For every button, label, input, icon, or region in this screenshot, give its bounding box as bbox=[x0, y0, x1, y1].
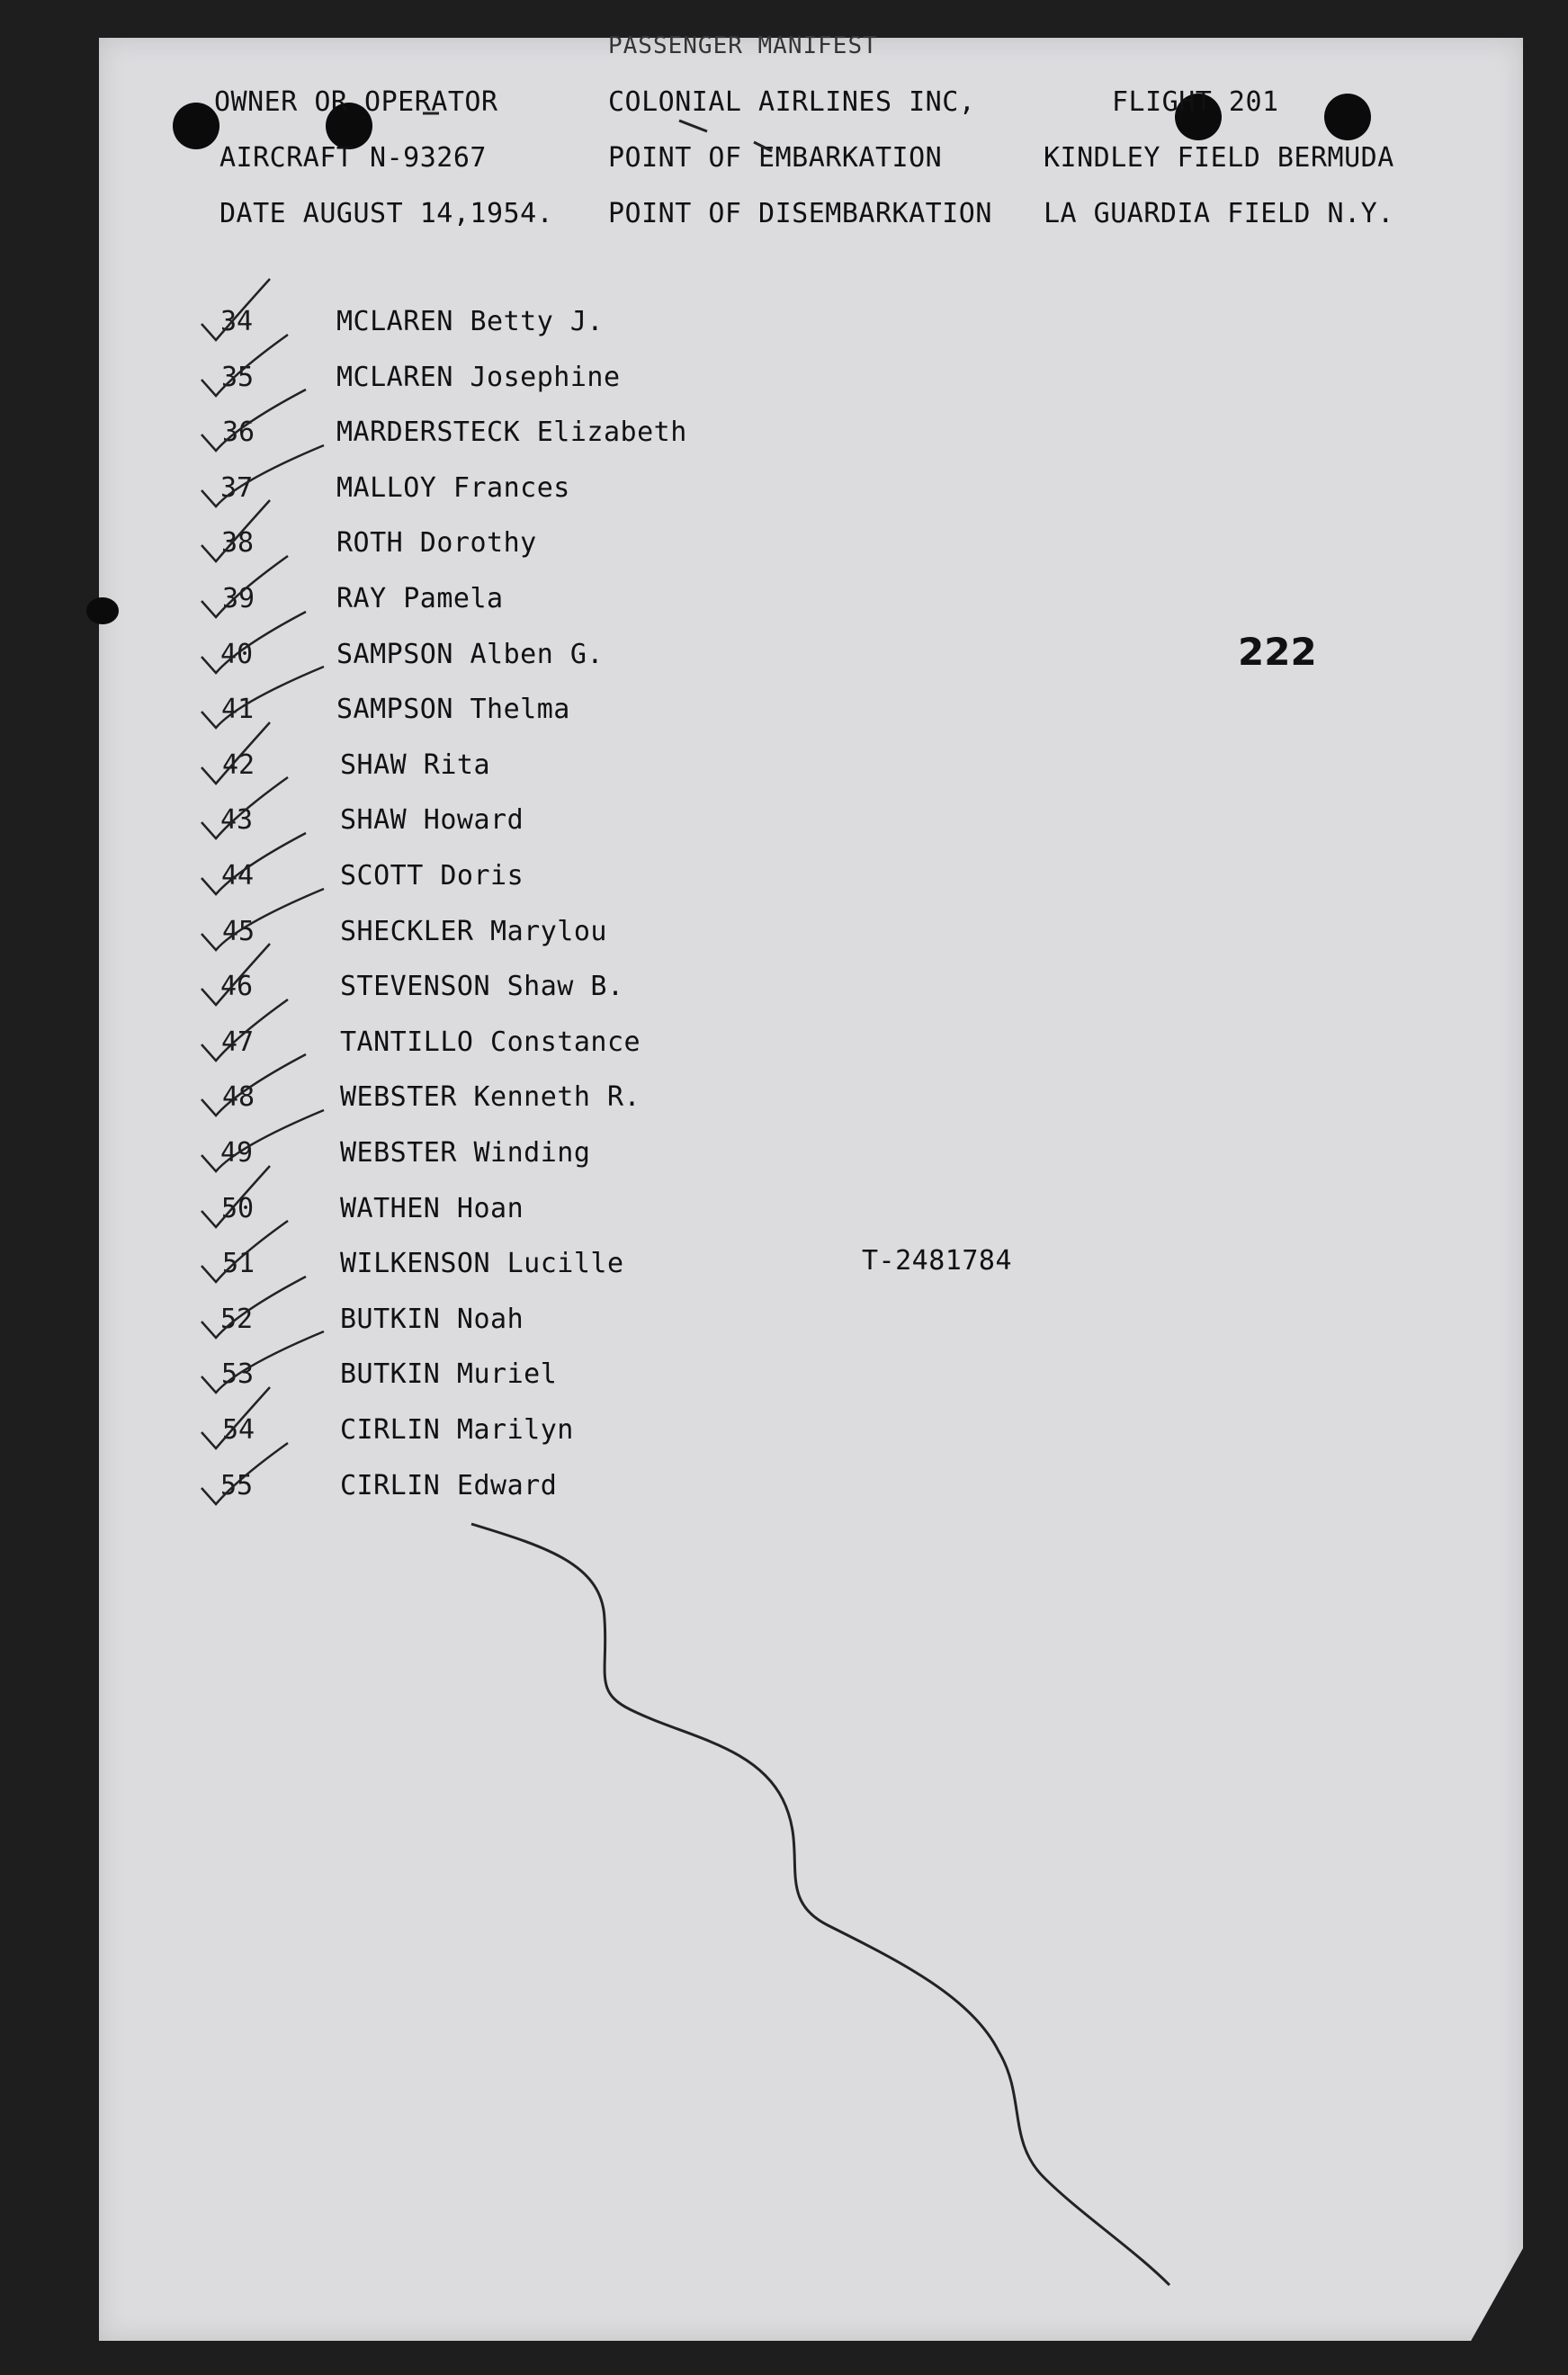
passenger-number: 55 bbox=[220, 1470, 254, 1501]
flight-date: DATE AUGUST 14,1954. bbox=[220, 198, 554, 229]
passenger-name: SHAW Rita bbox=[340, 749, 491, 781]
passenger-name: BUTKIN Noah bbox=[340, 1304, 524, 1335]
passenger-number: 47 bbox=[220, 1026, 255, 1058]
passenger-number: 35 bbox=[220, 362, 255, 393]
passenger-number: 36 bbox=[221, 417, 255, 448]
check-mark bbox=[202, 390, 306, 451]
disembarkation-point: LA GUARDIA FIELD N.Y. bbox=[1044, 198, 1394, 229]
passenger-number: 39 bbox=[221, 583, 255, 614]
check-mark bbox=[202, 944, 270, 1005]
check-mark bbox=[202, 1054, 306, 1116]
passenger-name: WATHEN Hoan bbox=[340, 1193, 524, 1224]
check-mark bbox=[202, 1110, 324, 1171]
check-mark bbox=[202, 335, 288, 396]
passenger-number: 38 bbox=[220, 527, 255, 559]
passenger-name: RAY Pamela bbox=[336, 583, 504, 614]
passenger-number: 54 bbox=[221, 1414, 255, 1446]
check-mark bbox=[202, 279, 270, 340]
check-mark bbox=[202, 1221, 288, 1282]
check-mark bbox=[202, 777, 288, 838]
passenger-name: WEBSTER Winding bbox=[340, 1137, 591, 1169]
passenger-number: 40 bbox=[220, 639, 254, 670]
passenger-name: SCOTT Doris bbox=[340, 860, 524, 892]
disembarkation-label: POINT OF DISEMBARKATION bbox=[608, 198, 992, 229]
check-mark bbox=[202, 1443, 288, 1504]
passenger-name: MARDERSTECK Elizabeth bbox=[336, 417, 687, 448]
passenger-name: MCLAREN Betty J. bbox=[336, 306, 604, 337]
check-mark bbox=[202, 1331, 324, 1393]
check-mark bbox=[202, 722, 270, 784]
manifest-title: PASSENGER MANIFEST bbox=[608, 32, 878, 59]
embarkation-label: POINT OF EMBARKATION bbox=[608, 142, 943, 174]
passenger-name: STEVENSON Shaw B. bbox=[340, 971, 624, 1002]
check-mark bbox=[202, 889, 324, 950]
owner-operator-label: OWNER OR OPERATOR bbox=[214, 86, 498, 118]
vertical-squiggle-line bbox=[471, 1524, 1169, 2285]
flight-number: FLIGHT 201 bbox=[1112, 86, 1279, 118]
passenger-number: 42 bbox=[221, 749, 255, 781]
passenger-number: 41 bbox=[220, 694, 255, 725]
header-underline-mark bbox=[754, 142, 772, 151]
airline-name: COLONIAL AIRLINES INC, bbox=[608, 86, 976, 118]
passenger-number: 53 bbox=[220, 1358, 255, 1390]
aircraft-registration: AIRCRAFT N-93267 bbox=[220, 142, 487, 174]
check-mark bbox=[202, 1166, 270, 1227]
passenger-number: 43 bbox=[220, 804, 254, 836]
check-mark bbox=[202, 833, 306, 894]
check-mark bbox=[202, 999, 288, 1061]
check-mark bbox=[202, 612, 306, 673]
stamp-number: 222 bbox=[1238, 630, 1317, 674]
check-mark bbox=[202, 556, 288, 617]
passenger-name: TANTILLO Constance bbox=[340, 1026, 641, 1058]
passenger-number: 48 bbox=[221, 1081, 255, 1113]
passenger-name: MALLOY Frances bbox=[336, 472, 570, 504]
passenger-name: SAMPSON Thelma bbox=[336, 694, 570, 725]
passenger-number: 34 bbox=[220, 306, 254, 337]
passenger-number: 44 bbox=[220, 860, 255, 892]
passenger-name: SHECKLER Marylou bbox=[340, 916, 607, 947]
passenger-name: CIRLIN Edward bbox=[340, 1470, 558, 1501]
passenger-number: 52 bbox=[220, 1304, 254, 1335]
passenger-number: 45 bbox=[221, 916, 255, 947]
passenger-name: SHAW Howard bbox=[340, 804, 524, 836]
passenger-number: 51 bbox=[221, 1248, 255, 1279]
check-mark bbox=[202, 500, 270, 561]
passenger-name: BUTKIN Muriel bbox=[340, 1358, 558, 1390]
passenger-name: WEBSTER Kenneth R. bbox=[340, 1081, 641, 1113]
header-underline-mark bbox=[679, 121, 707, 131]
check-mark bbox=[202, 445, 324, 506]
check-mark bbox=[202, 667, 324, 728]
check-mark bbox=[202, 1387, 270, 1448]
check-mark bbox=[202, 1277, 306, 1338]
passenger-number: 46 bbox=[220, 971, 254, 1002]
passenger-name: WILKENSON Lucille bbox=[340, 1248, 624, 1279]
ticket-number: T-2481784 bbox=[862, 1245, 1013, 1277]
passenger-number: 50 bbox=[220, 1193, 255, 1224]
passenger-name: SAMPSON Alben G. bbox=[336, 639, 604, 670]
passenger-number: 37 bbox=[220, 472, 254, 504]
passenger-name: CIRLIN Marilyn bbox=[340, 1414, 574, 1446]
passenger-name: MCLAREN Josephine bbox=[336, 362, 621, 393]
embarkation-point: KINDLEY FIELD BERMUDA bbox=[1044, 142, 1394, 174]
passenger-number: 49 bbox=[220, 1137, 254, 1169]
passenger-name: ROTH Dorothy bbox=[336, 527, 537, 559]
